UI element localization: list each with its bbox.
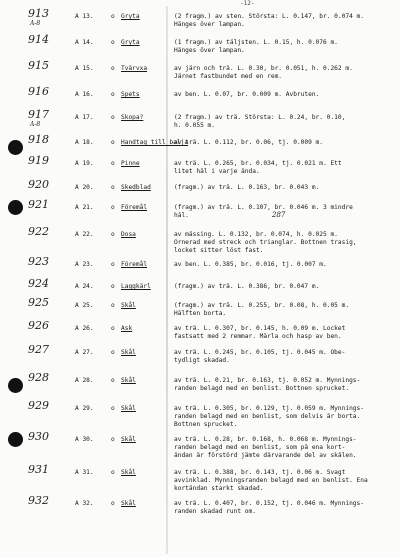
handwritten-number: 932 — [28, 494, 49, 507]
description-line: hål. — [174, 212, 189, 219]
handwritten-number: 914 — [28, 33, 49, 46]
object-description — [174, 65, 392, 81]
description-line: kortändan starkt skadad. — [174, 485, 264, 492]
description-line: Hälften borta. — [174, 310, 227, 317]
object-name: Tvärvxa — [121, 65, 148, 72]
catalog-entry — [0, 198, 400, 231]
bullet-icon: o — [111, 160, 115, 167]
handwritten-number: 929 — [28, 399, 49, 412]
object-name: Skedblad — [121, 184, 151, 191]
description-line: av trä. L. 0.305, br. 0.129, tj. 0.059 m. Mynnings- — [174, 405, 364, 412]
bullet-icon: o — [111, 325, 115, 332]
description-line: (fragm.) av trä. L. 0.107, br. 0.046 m. 3 mindre — [174, 204, 353, 211]
object-name: Handtag till balja — [121, 139, 189, 146]
description-line: av ben. L. 0.07, br. 0.009 m. Avbruten. — [174, 91, 320, 98]
accession-number: A 26. — [75, 325, 94, 332]
object-name: Föremål — [121, 261, 148, 268]
object-name: Skål — [121, 500, 136, 507]
accession-number: A 17. — [75, 114, 94, 121]
object-description — [174, 114, 392, 130]
description-line: randen belagd med en benlist, som delvis är borta. — [174, 413, 361, 420]
object-name: Skål — [121, 436, 136, 443]
description-line: locket sitter löst fast. — [174, 247, 264, 254]
description-line: av trä. L. 0.245, br. 0.105, tj. 0.045 m. Obe- — [174, 349, 346, 356]
object-description — [174, 469, 392, 493]
object-name: Skopa? — [121, 114, 144, 121]
bullet-icon: o — [111, 139, 115, 146]
description-line: randen belagd med en benlist. Bottnen sprucket. — [174, 385, 350, 392]
accession-number: A 20. — [75, 184, 94, 191]
bullet-icon: o — [111, 261, 115, 268]
accession-number: A 13. — [75, 13, 94, 20]
accession-number: A 29. — [75, 405, 94, 412]
handwritten-number: 925 — [28, 296, 49, 309]
object-description — [174, 436, 392, 460]
accession-number: A 23. — [75, 261, 94, 268]
object-description — [174, 325, 392, 341]
bullet-icon: o — [111, 469, 115, 476]
description-line: av trä. L. 0.21, br. 0.163, tj. 0.052 m. Mynnings- — [174, 377, 361, 384]
accession-number: A 24. — [75, 283, 94, 290]
catalog-entry — [0, 343, 400, 376]
bullet-icon: o — [111, 302, 115, 309]
object-name: Pinne — [121, 160, 140, 167]
bullet-icon: o — [111, 204, 115, 211]
object-name: Skål — [121, 469, 136, 476]
object-description — [174, 377, 392, 393]
accession-number: A 27. — [75, 349, 94, 356]
description-line: Järnet fastbundet med en rem. — [174, 73, 283, 80]
bullet-icon: o — [111, 39, 115, 46]
accession-number: A 18. — [75, 139, 94, 146]
bullet-icon: o — [111, 500, 115, 507]
object-name: Ask — [121, 325, 133, 332]
handwritten-number: 917 — [28, 108, 49, 121]
catalog-entry — [0, 399, 400, 432]
bullet-icon: o — [111, 231, 115, 238]
handwritten-number: 920 — [28, 178, 49, 191]
page-number: -12- — [240, 0, 255, 7]
description-line: ändan är förstörd jämte därvarande del av skålen. — [174, 452, 357, 459]
handwritten-number: 915 — [28, 59, 49, 72]
accession-number: A 32. — [75, 500, 94, 507]
object-name: Gryta — [121, 39, 140, 46]
catalog-entry — [0, 225, 400, 258]
handwritten-number: 916 — [28, 85, 49, 98]
handwritten-number: 919 — [28, 154, 49, 167]
bullet-icon: o — [111, 283, 115, 290]
description-line: (1 fragm.) av täljsten. L. 0.15, h. 0.076 m. — [174, 39, 338, 46]
bullet-icon: o — [111, 91, 115, 98]
object-name: Laggkärl — [121, 283, 151, 290]
object-description — [174, 302, 392, 318]
object-name: Gryta — [121, 13, 140, 20]
object-name: Skål — [121, 405, 136, 412]
accession-number: A 21. — [75, 204, 94, 211]
object-description — [174, 500, 392, 516]
description-line: av trä. L. 0.112, br. 0.06, tj. 0.009 m. — [174, 139, 324, 146]
description-line: av ben. L. 0.385, br. 0.016, tj. 0.007 m. — [174, 261, 327, 268]
handwritten-number: 918 — [28, 133, 49, 146]
object-name: Skål — [121, 302, 136, 309]
description-line: tydligt skadad. — [174, 357, 230, 364]
accession-number: A 30. — [75, 436, 94, 443]
handwritten-number: 924 — [28, 277, 49, 290]
bullet-icon: o — [111, 436, 115, 443]
handwritten-number: 931 — [28, 463, 49, 476]
description-line: (2 fragm.) av sten. Största: L. 0.147, br. 0.074 m. — [174, 13, 364, 20]
description-line: Ornerad med streck och trianglar. Bottnen trasig, — [174, 239, 357, 246]
bullet-icon: o — [111, 184, 115, 191]
object-description — [174, 349, 392, 365]
accession-number: A 15. — [75, 65, 94, 72]
object-name: Dosa — [121, 231, 136, 238]
description-line: randen belagd med en benlist, som på ena kort- — [174, 444, 346, 451]
catalog-entry — [0, 463, 400, 496]
handwritten-number: 928 — [28, 371, 49, 384]
description-line: randen skadad runt om. — [174, 508, 256, 515]
object-description — [174, 261, 392, 269]
description-line: Hänges över lampan. — [174, 21, 245, 28]
handwritten-number: 923 — [28, 255, 49, 268]
description-line: (fragm.) av trä. L. 0.255, br. 0.08, h. 0.05 m. — [174, 302, 350, 309]
accession-number: A 16. — [75, 91, 94, 98]
object-description — [174, 184, 392, 192]
description-line: Hänges över lampan. — [174, 47, 245, 54]
bullet-icon: o — [111, 65, 115, 72]
handwritten-number: 913 — [28, 7, 49, 20]
object-description — [174, 91, 392, 99]
object-description — [174, 160, 392, 176]
handwritten-subnote: A-8 — [30, 20, 41, 27]
description-line: av trä. L. 0.28, br. 0.168, h. 0.068 m. Mynnings- — [174, 436, 357, 443]
accession-number: A 22. — [75, 231, 94, 238]
handwritten-number: 926 — [28, 319, 49, 332]
accession-number: A 28. — [75, 377, 94, 384]
description-line: (fragm.) av trä. L. 0.386, br. 0.047 m. — [174, 283, 320, 290]
description-line: (2 fragm.) av trä. Största: L. 0.24, br. 0.10, — [174, 114, 346, 121]
description-line: av mässing. L. 0.132, br. 0.074, h. 0.025 m. — [174, 231, 338, 238]
description-line: h. 0.055 m. — [174, 122, 215, 129]
bullet-icon: o — [111, 114, 115, 121]
accession-number: A 25. — [75, 302, 94, 309]
object-description — [174, 139, 392, 147]
object-name: Spets — [121, 91, 140, 98]
object-name: Skål — [121, 377, 136, 384]
bullet-icon: o — [111, 349, 115, 356]
description-line: litet hål i varje ända. — [174, 168, 260, 175]
catalog-entry — [0, 430, 400, 463]
description-line: av järn och trä. L. 0.30, br. 0.051, h. 0.262 m. — [174, 65, 353, 72]
handwritten-number: 922 — [28, 225, 49, 238]
description-line: av trä. L. 0.307, br. 0.145, h. 0.09 m. Locket — [174, 325, 346, 332]
description-line: Bottnen sprucket. — [174, 421, 238, 428]
handwritten-number: 930 — [28, 430, 49, 443]
description-line: fastsatt med 2 remmar. Märla och hasp av ben. — [174, 333, 342, 340]
description-line: av trä. L. 0.265, br. 0.034, tj. 0.021 m. Ett — [174, 160, 342, 167]
handwritten-number: 921 — [28, 198, 49, 211]
object-description — [174, 39, 392, 55]
accession-number: A 19. — [75, 160, 94, 167]
object-name: Föremål — [121, 204, 148, 211]
description-line: (fragm.) av trä. L. 0.163, br. 0.043 m. — [174, 184, 320, 191]
catalog-entry — [0, 494, 400, 527]
handwritten-subnote: A-8 — [30, 121, 41, 128]
description-line: av trä. L. 0.388, br. 0.143, tj. 0.06 m. Svagt — [174, 469, 346, 476]
object-description — [174, 283, 392, 291]
description-line: av trä. L. 0.407, br. 0.152, tj. 0.046 m. Mynnings- — [174, 500, 364, 507]
handwritten-number: 927 — [28, 343, 49, 356]
bullet-icon: o — [111, 13, 115, 20]
object-description — [174, 231, 392, 255]
object-name: Skål — [121, 349, 136, 356]
accession-number: A 14. — [75, 39, 94, 46]
object-description — [174, 13, 392, 29]
object-description — [174, 405, 392, 429]
bullet-icon: o — [111, 405, 115, 412]
catalog-entry — [0, 371, 400, 404]
accession-number: A 31. — [75, 469, 94, 476]
bullet-icon: o — [111, 377, 115, 384]
handwritten-note: 287 — [272, 211, 286, 219]
description-line: avvinklad. Mynningsranden belagd med en benlist. Ena — [174, 477, 368, 484]
